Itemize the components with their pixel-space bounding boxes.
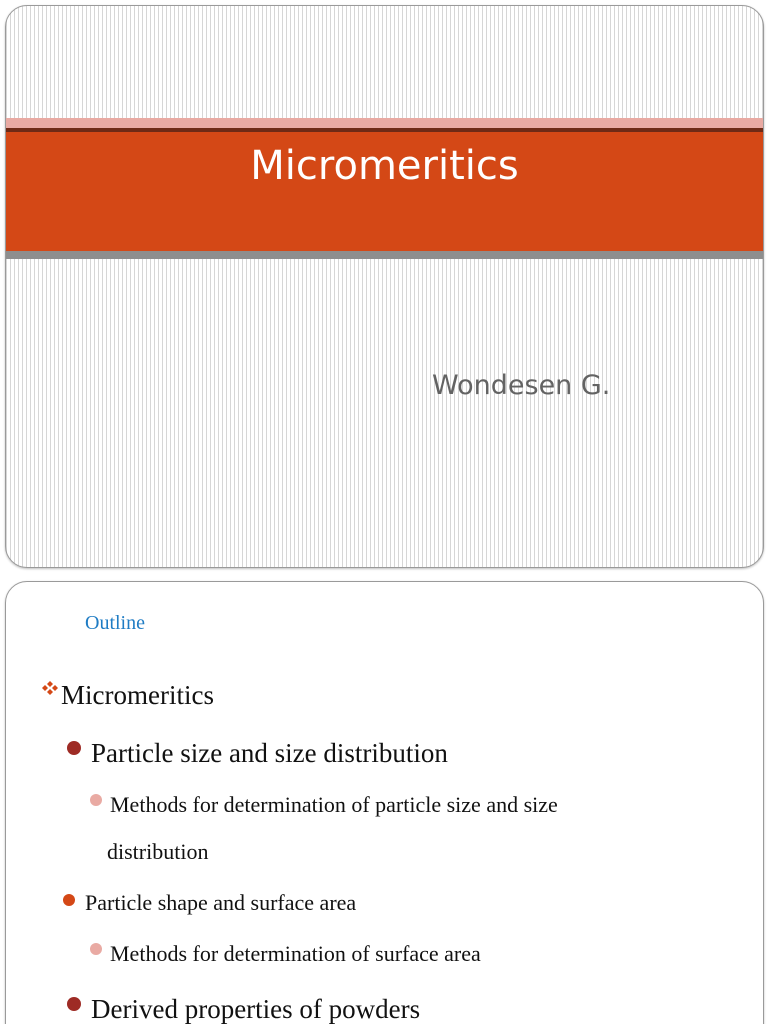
outline-bullet-dot <box>63 894 75 906</box>
outline-slide <box>5 581 764 1024</box>
outline-item-methods-particle-size-cont: distribution <box>107 839 209 864</box>
outline-item-methods-particle-size: Methods for determination of particle size and size <box>110 792 558 817</box>
outline-heading: Outline <box>85 612 145 634</box>
slide-author: Wondesen G. <box>432 370 611 401</box>
title-slide <box>5 5 764 568</box>
diamond-bullet-icon <box>39 679 61 701</box>
outline-item-particle-size: Particle size and size distribution <box>91 738 448 768</box>
outline-bullet-dot <box>90 794 102 806</box>
outline-bullet-dot <box>67 997 81 1011</box>
title-band-accent <box>6 118 763 128</box>
outline-bullet-dot <box>67 741 81 755</box>
outline-item-particle-shape: Particle shape and surface area <box>85 890 357 915</box>
outline-item-methods-surface-area: Methods for determination of surface area <box>110 941 481 966</box>
outline-item-micromeritics: Micromeritics <box>61 680 214 710</box>
outline-bullet-dot <box>90 943 102 955</box>
title-band-shadow <box>6 251 763 259</box>
slide-title: Micromeritics <box>250 143 519 189</box>
outline-item-derived-properties: Derived properties of powders <box>91 994 421 1024</box>
